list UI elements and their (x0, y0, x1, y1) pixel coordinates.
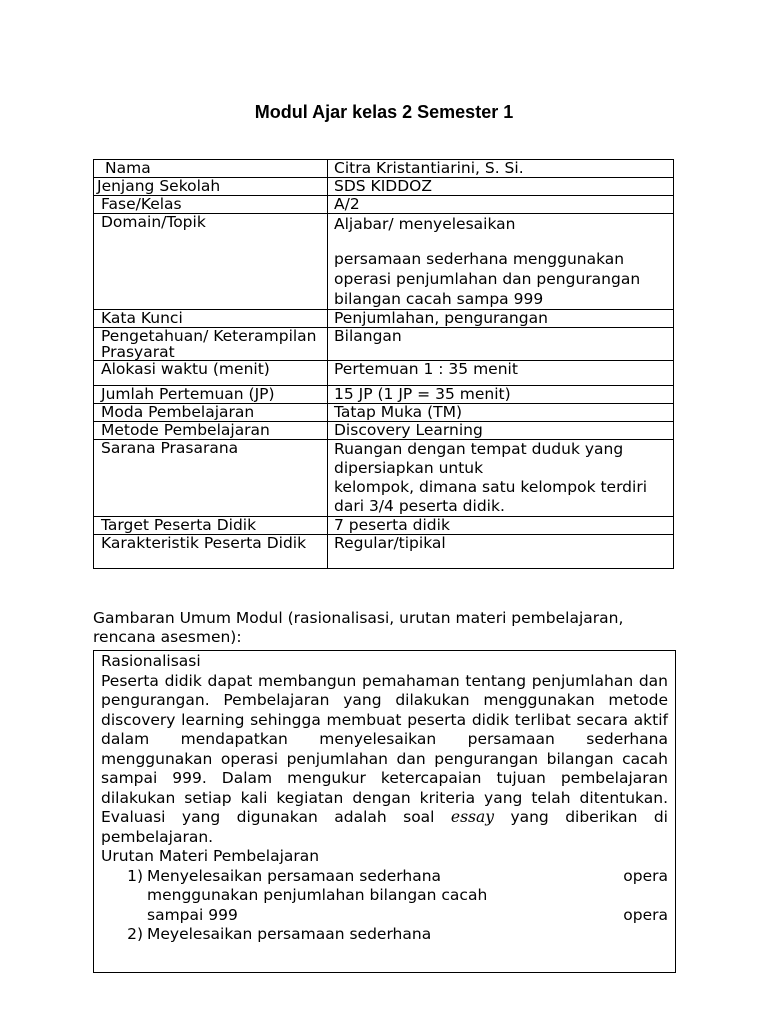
karakteristik-label: Karakteristik Peserta Didik (94, 535, 328, 569)
item1-line1: Menyelesaikan persamaan sederhana (147, 866, 442, 885)
table-row (94, 214, 674, 310)
sarana-value (328, 440, 674, 517)
item1-line1-tail: opera (623, 866, 668, 885)
prasyarat-label: Pengetahuan/ Keterampilan Prasyarat (94, 328, 328, 361)
table-row (94, 196, 674, 214)
rationale-heading: Rasionalisasi (101, 652, 201, 670)
jenjang-value: SDS KIDDOZ (328, 178, 674, 196)
rationale-italic-word: essay (450, 808, 495, 826)
domain-label: Domain/Topik (94, 214, 328, 310)
table-row (94, 422, 674, 440)
table-row (94, 328, 674, 361)
list-item (101, 867, 668, 926)
table-row (94, 310, 674, 328)
nama-label: Nama (94, 160, 328, 178)
list-item-text (147, 867, 668, 926)
item1-line3: sampai 999 (147, 905, 238, 924)
prasyarat-value: Bilangan (328, 328, 674, 361)
metode-value: Discovery Learning (328, 422, 674, 440)
sarana-value-line1: Ruangan dengan tempat duduk yang dipersiapkan untuk (334, 440, 624, 477)
domain-value-line2: persamaan sederhana menggunakan operasi penjumlahan dan pengurangan bilangan cacah sampa 999 (334, 250, 641, 308)
kata-kunci-value: Penjumlahan, pengurangan (328, 310, 674, 328)
domain-value (328, 214, 674, 310)
item1-line2: menggunakan penjumlahan bilangan cacah (147, 886, 488, 904)
table-row (94, 404, 674, 422)
nama-value: Citra Kristantiarini, S. Si. (328, 160, 674, 178)
rationale-paragraph (101, 672, 668, 848)
list-number: 1) (127, 866, 143, 885)
table-row (94, 361, 674, 386)
sarana-label: Sarana Prasarana (94, 440, 328, 517)
target-value: 7 peserta didik (328, 517, 674, 535)
alokasi-label: Alokasi waktu (menit) (94, 361, 328, 386)
table-row (94, 440, 674, 517)
table-row (94, 160, 674, 178)
page-title: Modul Ajar kelas 2 Semester 1 (254, 102, 514, 122)
list-number: 2) (127, 925, 143, 943)
alokasi-value: Pertemuan 1 : 35 menit (328, 361, 674, 386)
jumlah-label: Jumlah Pertemuan (JP) (94, 386, 328, 404)
item1-line3-tail: opera (623, 905, 668, 924)
table-row (94, 178, 674, 196)
list-item (101, 925, 668, 945)
domain-value-line1: Aljabar/ menyelesaikan (334, 215, 516, 233)
target-label: Target Peserta Didik (94, 517, 328, 535)
fase-value: A/2 (328, 196, 674, 214)
metode-label: Metode Pembelajaran (94, 422, 328, 440)
jenjang-label: Jenjang Sekolah (94, 178, 328, 196)
overview-box (93, 650, 676, 973)
module-info-table (93, 159, 674, 569)
table-row (94, 386, 674, 404)
sarana-value-line2: kelompok, dimana satu kelompok terdiri dari 3/4 peserta didik. (334, 478, 648, 515)
sequence-heading: Urutan Materi Pembelajaran (101, 847, 320, 865)
rationale-text-end: yang diberikan di pembelajaran. (101, 808, 668, 846)
table-row (94, 517, 674, 535)
moda-label: Moda Pembelajaran (94, 404, 328, 422)
table-row (94, 535, 674, 569)
fase-label: Fase/Kelas (94, 196, 328, 214)
karakteristik-value: Regular/tipikal (328, 535, 674, 569)
list-item-line (147, 867, 668, 887)
kata-kunci-label: Kata Kunci (94, 310, 328, 328)
moda-value: Tatap Muka (TM) (328, 404, 674, 422)
item2-line1: Meyelesaikan persamaan sederhana (147, 925, 432, 943)
overview-heading: Gambaran Umum Modul (rasionalisasi, urutan materi pembelajaran, rencana asesmen): (93, 609, 624, 646)
list-item-line (147, 906, 668, 926)
jumlah-value: 15 JP (1 JP = 35 menit) (328, 386, 674, 404)
rationale-text: Peserta didik dapat membangun pemahaman tentang penjumlahan dan pengurangan. Pembelajaran yang dilakukan menggunakan metode discovery learning sehingga membuat peserta didik terlibat secara aktif dalam mendapatkan menyelesaikan persamaan sederhana menggunakan operasi penjumlahan dan pengurangan bilangan cacah sampai 999. Dalam mengukur ketercapaian tujuan pembelajaran dilakukan setiap kali kegiatan dengan kriteria yang telah ditentukan. Evaluasi yang digunakan adalah soal (101, 671, 668, 826)
